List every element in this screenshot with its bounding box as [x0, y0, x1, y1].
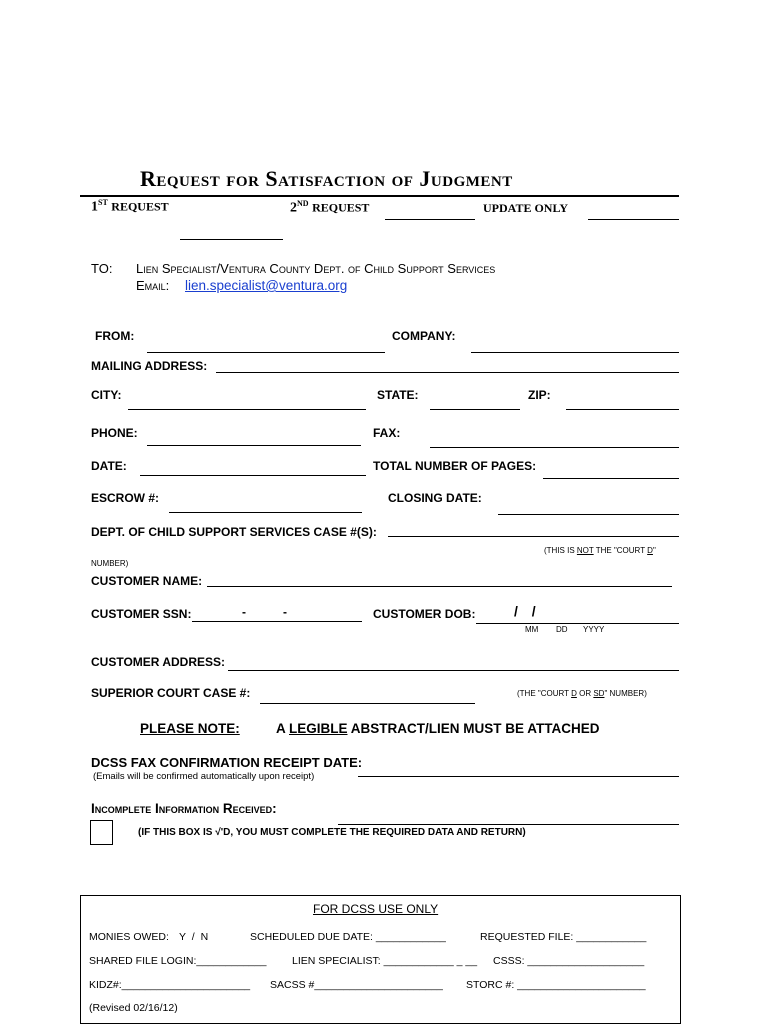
company-label: COMPANY: [392, 329, 456, 343]
from-field[interactable] [147, 352, 385, 353]
state-field[interactable] [430, 409, 520, 410]
monies-owed-yn[interactable]: Y / N [179, 931, 209, 943]
legible-notice: A LEGIBLE ABSTRACT/LIEN MUST BE ATTACHED [276, 721, 600, 736]
kidz[interactable]: KIDZ#:______________________ [89, 979, 251, 991]
date-label: DATE: [91, 459, 127, 473]
from-label: FROM: [95, 329, 135, 343]
mailing-address-field[interactable] [216, 372, 679, 373]
to-recipient: Lien Specialist/Ventura County Dept. of Child Support Services [136, 261, 496, 276]
ssn-dash-2: - [283, 605, 287, 619]
ssn-dash-1: - [242, 605, 246, 619]
customer-address-label: CUSTOMER ADDRESS: [91, 655, 226, 669]
dcss-case-note-cont: NUMBER) [91, 559, 129, 568]
monies-owed-label: MONIES OWED: [89, 931, 169, 943]
state-label: STATE: [377, 388, 419, 402]
city-label: CITY: [91, 388, 122, 402]
please-note: PLEASE NOTE: [140, 721, 240, 736]
company-field[interactable] [471, 352, 679, 353]
fax-field[interactable] [430, 447, 679, 448]
superior-court-case-label: SUPERIOR COURT CASE #: [91, 686, 251, 700]
closing-date-field[interactable] [498, 514, 679, 515]
customer-name-label: CUSTOMER NAME: [91, 574, 203, 588]
sacss[interactable]: SACSS #______________________ [270, 979, 443, 991]
escrow-label: ESCROW #: [91, 491, 160, 505]
superior-court-case-note: (THE "COURT D OR SD" NUMBER) [517, 689, 647, 698]
fax-label: FAX: [373, 426, 401, 440]
customer-dob-label: CUSTOMER DOB: [373, 607, 476, 621]
dcss-case-field[interactable] [388, 536, 679, 537]
city-field[interactable] [128, 409, 366, 410]
title-rule [80, 195, 679, 197]
to-label: TO: [91, 261, 113, 276]
storc[interactable]: STORC #: ______________________ [466, 979, 646, 991]
customer-dob-field[interactable] [476, 623, 679, 624]
dcss-case-note: (THIS IS NOT THE "COURT D" [544, 546, 656, 555]
superior-court-case-field[interactable] [260, 703, 475, 704]
first-request-field[interactable] [180, 239, 283, 240]
dob-mm: MM [525, 625, 539, 634]
incomplete-info-label: Incomplete Information Received: [91, 801, 277, 816]
first-request-label: 1ST REQUEST [91, 198, 169, 215]
lien-specialist[interactable]: LIEN SPECIALIST: ____________ _ __ [292, 955, 478, 967]
customer-name-field[interactable] [207, 586, 672, 587]
total-pages-label: TOTAL NUMBER OF PAGES: [373, 459, 537, 473]
zip-field[interactable] [566, 409, 679, 410]
mailing-address-label: MAILING ADDRESS: [91, 359, 208, 373]
update-only-label: UPDATE ONLY [483, 201, 569, 215]
dcss-use-only-header: FOR DCSS USE ONLY [313, 902, 439, 916]
email-link[interactable]: lien.specialist@ventura.org [185, 278, 348, 293]
zip-label: ZIP: [528, 388, 551, 402]
fax-confirmation-note: (Emails will be confirmed automatically upon receipt) [93, 771, 315, 782]
date-field[interactable] [140, 475, 366, 476]
csss[interactable]: CSSS: ____________________ [493, 955, 645, 967]
incomplete-checkbox[interactable] [90, 820, 113, 845]
escrow-field[interactable] [169, 512, 362, 513]
scheduled-due-date[interactable]: SCHEDULED DUE DATE: ____________ [250, 931, 446, 943]
shared-file-login[interactable]: SHARED FILE LOGIN:____________ [89, 955, 267, 967]
second-request-label: 2ND REQUEST [290, 199, 370, 216]
dob-slashes: / / [514, 603, 536, 619]
email-label: Email: [136, 278, 170, 293]
requested-file[interactable]: REQUESTED FILE: ____________ [480, 931, 647, 943]
phone-label: PHONE: [91, 426, 138, 440]
revised-date: (Revised 02/16/12) [89, 1002, 178, 1014]
second-request-field[interactable] [385, 219, 475, 220]
fax-confirmation-field[interactable] [358, 776, 679, 777]
update-only-field[interactable] [588, 219, 679, 220]
customer-ssn-field[interactable] [192, 621, 362, 622]
incomplete-note: (IF THIS BOX IS √'D, YOU MUST COMPLETE THE REQUIRED DATA AND RETURN) [138, 827, 526, 838]
dob-dd: DD [556, 625, 568, 634]
page-title: Request for Satisfaction of Judgment [140, 166, 513, 191]
customer-ssn-label: CUSTOMER SSN: [91, 607, 192, 621]
dcss-case-label: DEPT. OF CHILD SUPPORT SERVICES CASE #(S): [91, 525, 377, 539]
phone-field[interactable] [147, 445, 361, 446]
fax-confirmation-label: DCSS FAX CONFIRMATION RECEIPT DATE: [91, 755, 363, 770]
dob-yyyy: YYYY [583, 625, 605, 634]
closing-date-label: CLOSING DATE: [388, 491, 482, 505]
total-pages-field[interactable] [543, 478, 679, 479]
customer-address-field[interactable] [228, 670, 679, 671]
incomplete-info-field[interactable] [338, 824, 679, 825]
